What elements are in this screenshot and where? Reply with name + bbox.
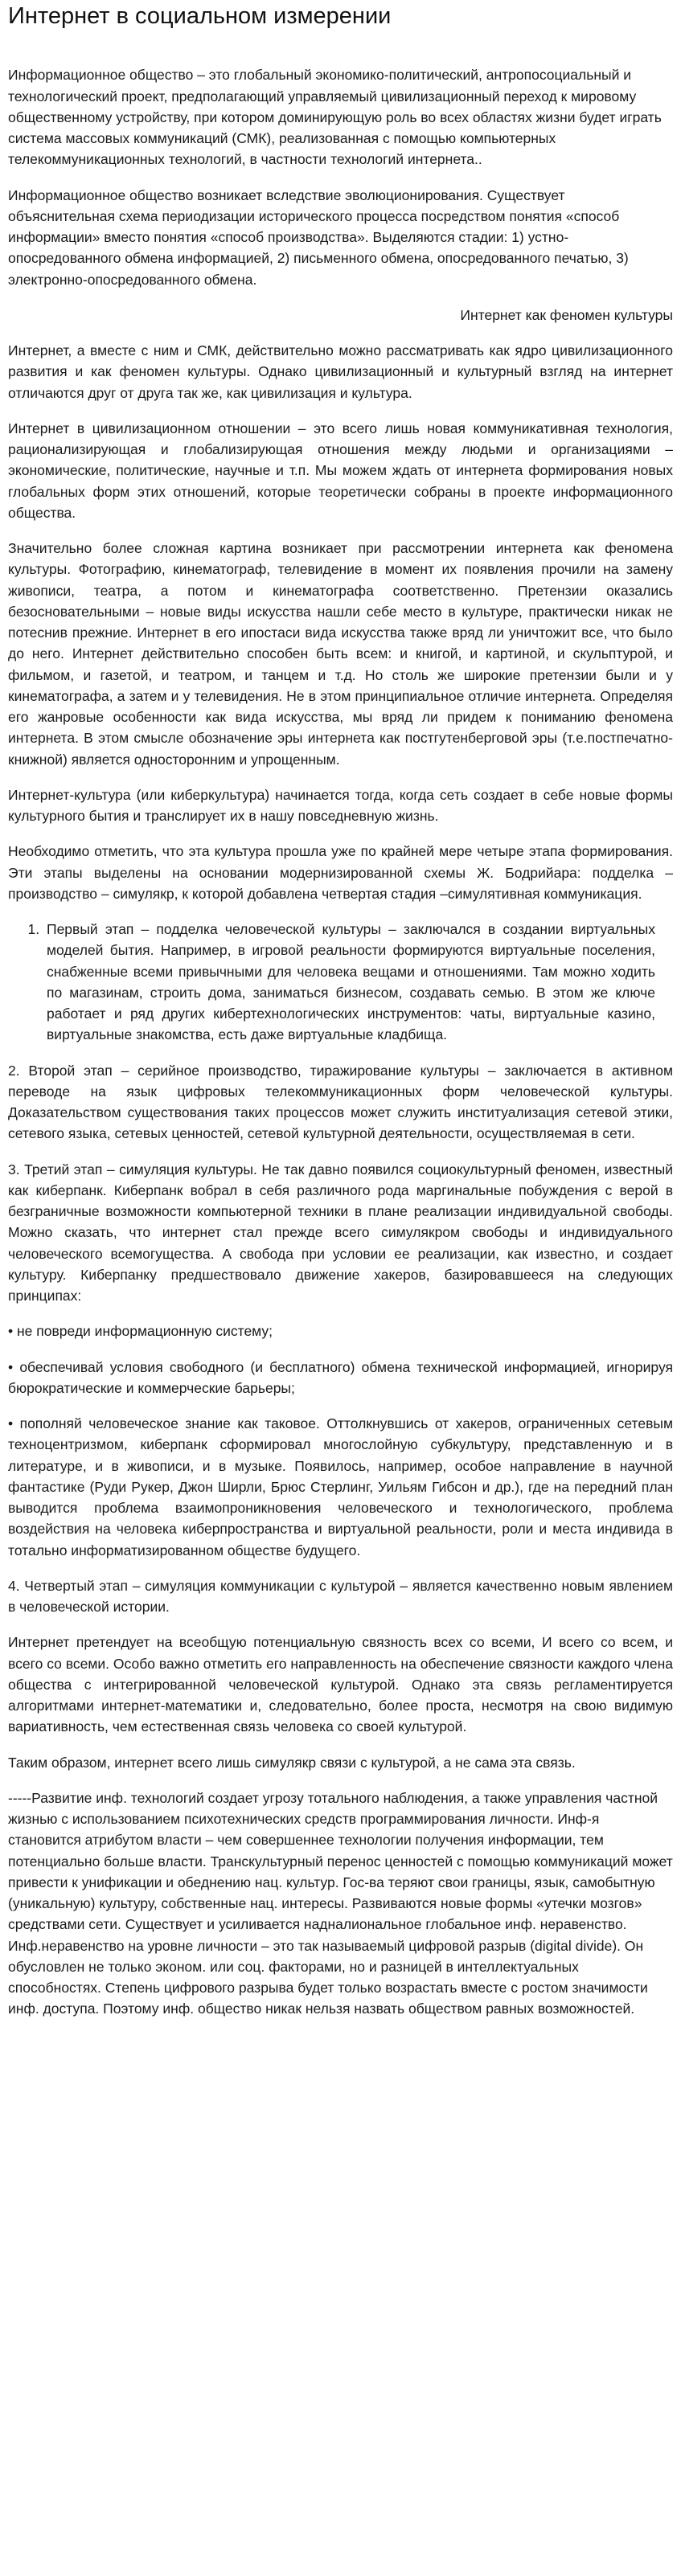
paragraph-stage-4: 4. Четвертый этап – симуляция коммуникации с культурой – является качественно новым явлением в человеческой истории. xyxy=(8,1577,673,1615)
bullet-item: • обеспечивай условия свободного (и бесплатного) обмена технической информацией, игнорируя бюрократические и коммерческие барьеры; xyxy=(8,1358,673,1396)
paragraph-culture: Значительно более сложная картина возникает при рассмотрении интернета как феномена культуры. Фотографию, кинематограф, телевидение в момент их появления прочили на замену живописи, театра, а потом и кинематографа соответственно. Претензии оказались безосновательными – новые виды искусства нашли себе место в культуре, практически никак не потеснив прежние. Интернет в его ипостаси вида искусства также вряд ли уничтожит все, что было до него. Интернет действительно способен быть всем: и книгой, и картиной, и скульптурой, и фильмом, и газетой, и театром, и танцем и т.д. Но столь же широкие претензии были и у кинематографа, а затем и у телевидения. Не в этом принципиальное отличие интернета. Определяя его жанровые особенности как вида искусства, мы вряд ли придем к пониманию феномена интернета. В этом смысле обозначение эры интернета как постгутенберговой эры (т.е.постпечатно-книжной) является односторонним и упрощенным. xyxy=(8,540,673,768)
paragraph-stages-intro: Необходимо отметить, что эта культура прошла уже по крайней мере четыре этапа формирования. Эти этапы выделены на основании модернизированной схемы Ж. Бодрийара: подделка – производство – симулякр, к которой добавлена четвертая стадия –симулятивная коммуникация. xyxy=(8,843,673,902)
paragraph-connectivity: Интернет претендует на всеобщую потенциальную связность всех со всеми, И всего со всем, и всего со всеми. Особо важно отметить его направленность на обеспечение связности каждого члена общества с интегрированной человеческой культурой. Однако эта связь регламентируется алгоритмами интернет-математики и, следовательно, более проста, несмотря на свою видимую вариативность, чем естественная связь человека со своей культурой. xyxy=(8,1634,673,1735)
paragraph-stage-2: 2. Второй этап – серийное производство, тиражирование культуры – заключается в активном переводе на язык цифровых телекоммуникационных форм человеческой культуры. Доказательством существования таких процессов может служить институализация сетевой этики, сетевого языка, сетевых ценностей, сетевой культурной деятельности, осуществляемая в сети. xyxy=(8,1062,673,1142)
stages-list xyxy=(8,919,673,1046)
list-item: 1. Первый этап – подделка человеческой культуры – заключался в создании виртуальных моделей бытия. Например, в игровой реальности формируются виртуальные поселения, снабженные всеми привычными для человека вещами и отношениями. Там можно ходить по магазинам, строить дома, заниматься бизнесом, создавать семью. В этом же ключе работает и ряд других кибертехнологических инструментов: чаты, виртуальные казино, виртуальные знакомства, есть даже виртуальные кладбища. xyxy=(43,919,673,1046)
bullet-item: • не повреди информационную систему; xyxy=(8,1323,273,1340)
paragraph-stage-3: 3. Третий этап – симуляция культуры. Не так давно появился социокультурный феномен, известный как киберпанк. Киберпанк вобрал в себя различного рода маргинальные побуждения с верой в безграничные возможности компьютерной техники в плане реализации индивидуальной свободы. Можно сказать, что интернет стал прежде всего симулякром свободы и индивидуального человеческого всемогущества. А свобода при условии ее реализации, как известно, и создает культуру. Киберпанку предшествовало движение хакеров, базировавшееся на следующих принципах: xyxy=(8,1161,673,1304)
paragraph-core: Интернет, а вместе с ним и СМК, действительно можно рассматривать как ядро цивилизационного развития и как феномен культуры. Однако цивилизационный и культурный взгляд на интернет отличаются друг от друга так же, как цивилизация и культура. xyxy=(8,342,673,401)
paragraph-cyberculture: Интернет-культура (или киберкультура) начинается тогда, когда сеть создает в себе новые формы культурного бытия и транслирует их в нашу повседневную жизнь. xyxy=(8,786,673,824)
paragraph-civilization: Интернет в цивилизационном отношении – это всего лишь новая коммуникативная технология, рационализирующая и глобализирующая отношения между людьми и организациями – экономические, политические, научные и т.п. Мы можем ждать от интернета формирования новых глобальных форм этих отношений, которые теоретически собраны в проекте информационного общества. xyxy=(8,420,673,521)
section-heading: Интернет как феномен культуры xyxy=(460,306,673,323)
paragraph-conclusion: Таким образом, интернет всего лишь симулякр связи с культурой, а не сама эта связь. xyxy=(8,1754,576,1771)
paragraph-origin: Информационное общество возникает вследствие эволюционирования. Существует объяснительная схема периодизации исторического процесса посредством понятия «способ информации» вместо понятия «способ производства». Выделяются стадии: 1) устно-опосредованного обмена информацией, 2) письменного обмена, опосредованного печатью, 3) электронно-опосредованного обмена. xyxy=(8,186,629,288)
paragraph-intro: Информационное общество – это глобальный экономико-политический, антропосоциальный и технологический проект, предполагающий управляемый цивилизационный переход к мировому общественному устройству, при котором доминирующую роль во всех областях жизни будет играть система массовых коммуникаций (СМК), реализованная с помощью компьютерных телекоммуникационных технологий, в частности технологий интернета.. xyxy=(8,67,662,168)
page-title: Интернет в социальном измерении xyxy=(8,3,392,29)
paragraph-threats: -----Развитие инф. технологий создает угрозу тотального наблюдения, а также управления частной жизнью с использованием психотехнических средств программирования личности. Инф-я становится атрибутом власти – чем совершеннее технологии получения информации, тем потенциально больше власти. Транскультурный перенос ценностей с помощью коммуникаций может привести к унификации и обеднению нац. культур. Гос-ва теряют свои границы, язык, самобытную (уникальную) культуру, собственные нац. интересы. Развиваются новые формы «утечки мозгов» средствами сети. Существует и усиливается надналиональное глобальное инф. неравенство. Инф.неравенство на уровне личности – это так называемый цифровой разрыв (digital divide). Он обусловлен не только эконом. или соц. факторами, но и разницей в интеллектуальных способностях. Степень цифрового разрыва будет только возрастать вместе с ростом значимости инф. доступа. Поэтому инф. общество никак нельзя назвать обществом равных возможностей. xyxy=(8,1789,673,2017)
bullet-item: • пополняй человеческое знание как таковое. Оттолкнувшись от хакеров, ограниченных сетевым техноцентризмом, киберпанк сформировал многослойную субкультуру, представленную и в литературе, и в живописи, и в музыке. Появилось, например, особое направление в научной фантастике (Руди Рукер, Джон Ширли, Брюс Стерлинг, Уильям Гибсон и др.), где на передний план выводится проблема взаимопроникновения человеческого и технологического, проблема воздействия на человека киберпространства и виртуальной реальности, роли и места индивида в тотально информатизированном обществе будущего. xyxy=(8,1415,673,1558)
